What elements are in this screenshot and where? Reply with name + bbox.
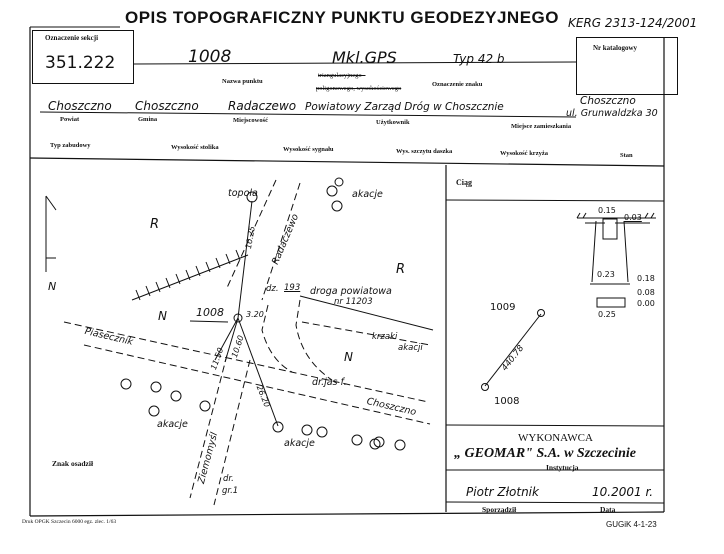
road-district (262, 296, 433, 380)
label-dz-nr: 193 (284, 283, 301, 293)
address-line1: Choszczno (580, 95, 636, 107)
gmina-value: Choszczno (135, 99, 199, 113)
section-value: 351.222 (45, 53, 116, 73)
label-droga-nr: nr 11203 (334, 297, 373, 307)
dim-018: 0.18 (637, 274, 655, 283)
label-d1150: 11.50 (209, 346, 226, 372)
dim-025: 0.25 (598, 310, 616, 319)
label-piasecznik: Piasecznik (83, 326, 135, 348)
znak-label: Znak osadził (52, 459, 94, 468)
details-row-rule (30, 158, 664, 166)
type-label: Oznaczenie znaku (432, 81, 483, 88)
label-ziemomysl: Ziemomyśl (196, 431, 221, 485)
label-topola: topola (228, 188, 258, 199)
label-point: 1008 (196, 306, 224, 319)
north-arrow (46, 196, 56, 272)
point-name-label: Nazwa punktu (222, 78, 263, 85)
sygnal-label: Wysokość sygnału (283, 146, 334, 153)
label-gr: gr.1 (222, 486, 239, 496)
label-radaczewo: Radaczewo (270, 212, 302, 267)
label-drjasf: dr.jas f. (312, 377, 347, 388)
frame-bottom (30, 512, 664, 516)
label-distance: 440.78 (500, 343, 527, 374)
signature-underline (446, 502, 664, 503)
point-number: 1008 (188, 47, 232, 67)
miejscowosc-value: Radaczewo (228, 99, 297, 113)
data-label: Data (600, 505, 616, 514)
label-krzaki: krzaki (372, 332, 398, 342)
label-north: N (48, 280, 57, 293)
label-choszczno: Choszczno (365, 396, 418, 419)
point-type: Typ 42 b (453, 52, 505, 66)
miejscowosc-label: Miejscowość (233, 117, 269, 124)
point-number-underline (190, 321, 228, 322)
stolik-label: Wysokość stolika (171, 144, 219, 151)
wykonawca-label: WYKONAWCA (518, 432, 593, 444)
ditch-hatching (132, 250, 248, 300)
label-d1025: 10.25 (244, 225, 257, 250)
instytucja-label: Instytucja (546, 463, 579, 472)
dim-023: 0.23 (597, 270, 615, 279)
stan-label: Stan (620, 152, 633, 159)
powiat-value: Choszczno (48, 99, 112, 113)
address-line2: ul. Grunwaldzka 30 (566, 108, 658, 119)
catalog-label: Nr katalogowy (593, 44, 638, 52)
network-type-line2: poligonowego, wysokościowego (316, 85, 402, 92)
label-1009: 1009 (490, 302, 516, 313)
dim-015: 0.15 (598, 206, 616, 215)
label-krzaki2: akacji (398, 343, 423, 353)
label-d320: 3.20 (246, 310, 264, 319)
label-akacje-br: akacje (284, 438, 315, 449)
network-type-line1: triangulacyjnego - (318, 72, 366, 79)
location-row-rule (40, 112, 576, 117)
label-r-right: R (396, 262, 406, 277)
label-1008: 1008 (494, 396, 520, 407)
kerg-number: KERG 2313-124/2001 (568, 16, 698, 30)
person-name: Piotr Złotnik (466, 485, 539, 499)
date-value: 10.2001 r. (592, 485, 654, 499)
form-code: GUGiK 4-1-23 (606, 520, 657, 529)
label-r-left: R (150, 217, 160, 232)
gmina-label: Gmina (138, 116, 158, 123)
label-d2620: 26.20 (254, 384, 272, 409)
label-akacje-bl: akacje (157, 419, 188, 430)
label-akacje-top: akacje (352, 189, 383, 200)
krzyz-label: Wysokość krzyża (500, 150, 548, 157)
dim-003: 0.03 (624, 213, 642, 222)
daszek-label: Wys. szczytu daszka (396, 148, 453, 155)
point-row-rule (134, 62, 576, 64)
sporzadzil-label: Sporządził (482, 505, 517, 514)
dim-000: 0.00 (637, 299, 655, 308)
form-title: OPIS TOPOGRAFICZNY PUNKTU GEODEZYJNEGO (125, 8, 559, 27)
label-dr: dr. (223, 474, 234, 484)
uzytkownik-value: Powiatowy Zarząd Dróg w Choszcznie (305, 101, 504, 113)
wykonawca-rule (446, 425, 664, 426)
dim-008: 0.08 (637, 288, 655, 297)
label-d1060: 10.60 (230, 334, 246, 359)
powiat-label: Powiat (60, 116, 80, 123)
point-network: Mkl.GPS (332, 48, 397, 67)
print-note: Druk OPGK Szczecin 6000 egz. zlec. 1/63 (22, 519, 117, 525)
section-label: Oznaczenie sekcji (45, 34, 99, 42)
ciag-rule (446, 200, 664, 201)
company-name: „ GEOMAR" S.A. w Szczecinie (454, 446, 637, 461)
ciag-label: Ciąg (456, 178, 472, 187)
label-droga: droga powiatowa (310, 286, 392, 297)
label-n-field: N (158, 309, 167, 323)
uzytkownik-label: Użytkownik (376, 119, 410, 126)
address-label: Miejsce zamieszkania (511, 123, 572, 130)
label-dz: dz. (266, 284, 279, 294)
typ-label: Typ zabudowy (50, 142, 91, 149)
label-n-field2: N (344, 350, 353, 364)
